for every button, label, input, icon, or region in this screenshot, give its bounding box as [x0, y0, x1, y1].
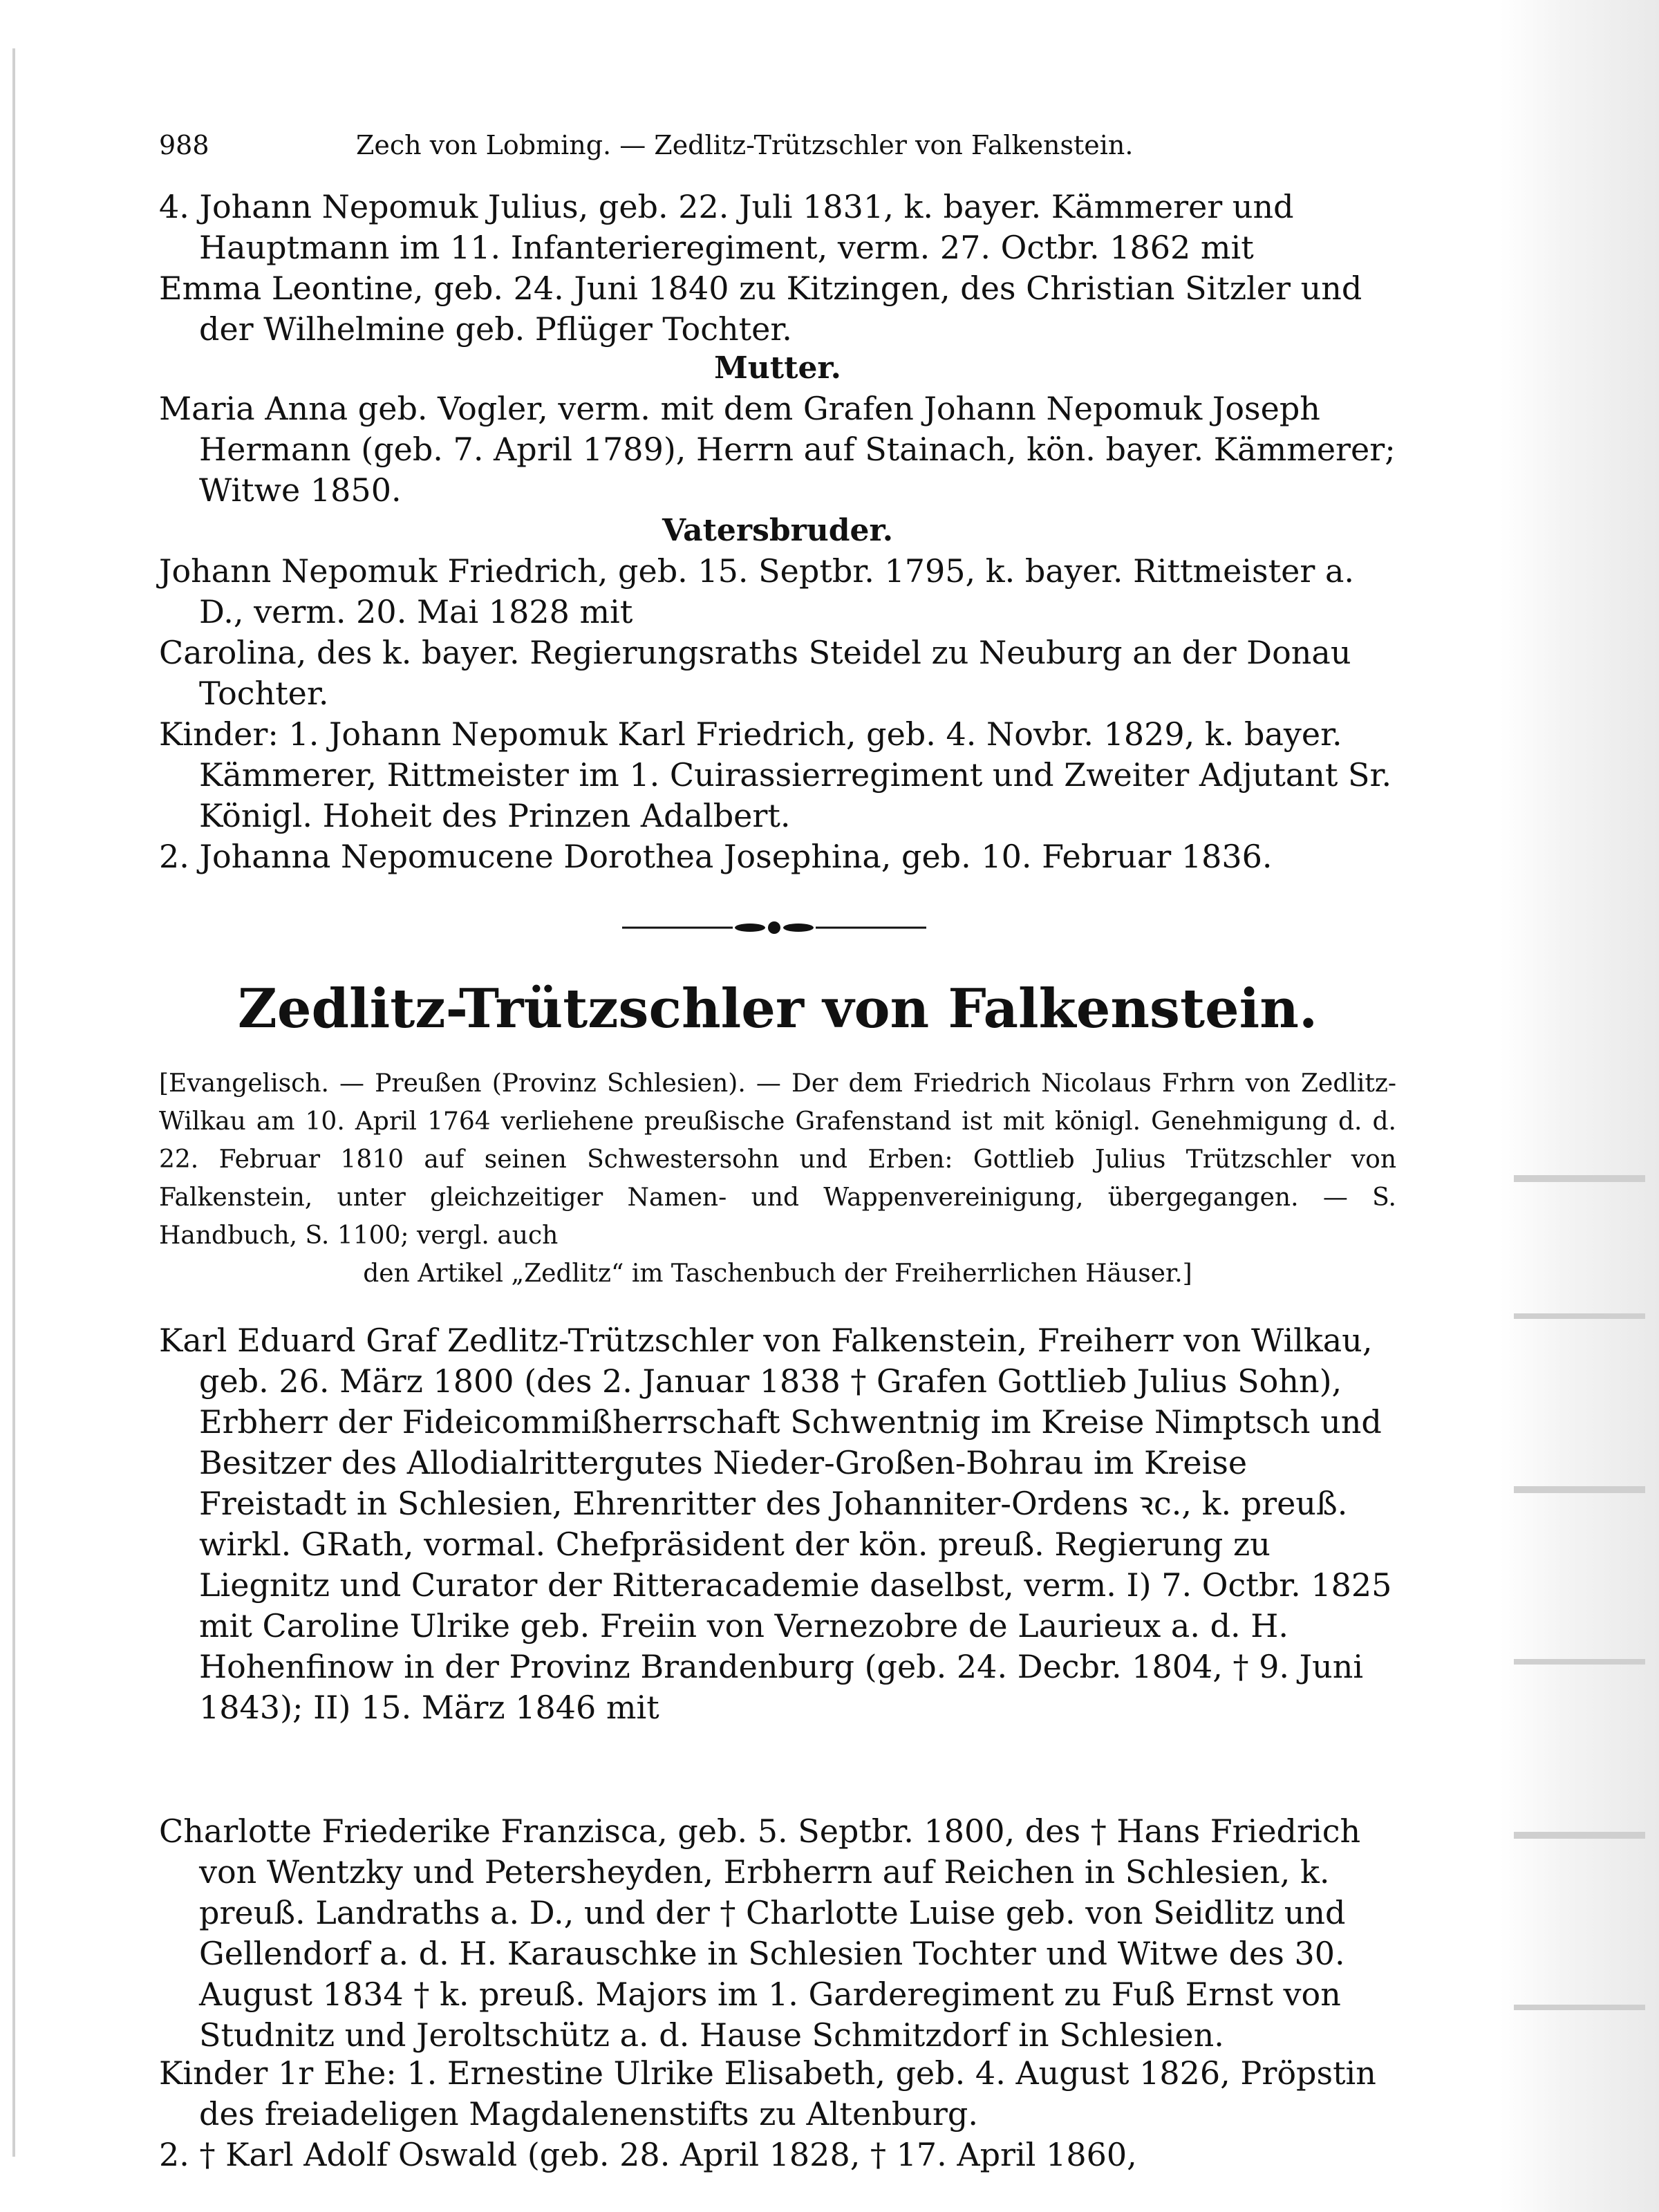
- entry-kinder-2: 2. Johanna Nepomucene Dorothea Josephina, geb. 10. Februar 1836.: [159, 838, 1273, 875]
- section-title: Zedlitz-Trützschler von Falkenstein.: [237, 977, 1318, 1040]
- entry-charlotte: Charlotte Friederike Franzisca, geb. 5. Septbr. 1800, des † Hans Friedrich von Wentzky und Petersheyden, Erbherrn auf Reichen in Schlesien, k. preuß. Landraths a. D., und der † Charlotte Luise geb. von Seidlitz und Gellendorf a. d. H. Karauschke in Schlesien Tochter und Witwe des 30. August 1834 † k. preuß. Majors im 1. Garderegiment zu Fuß Ernst von Studnitz und Jeroltschütz a. d. Hause Schmitzdorf in Schlesien.: [159, 1812, 1361, 2054]
- entry-karl-adolf: 2. † Karl Adolf Oswald (geb. 28. April 1828, † 17. April 1860,: [159, 2136, 1137, 2173]
- heading-vatersbruder: Vatersbruder.: [662, 513, 894, 548]
- entry-kinder-1: Kinder: 1. Johann Nepomuk Karl Friedrich, geb. 4. Novbr. 1829, k. bayer. Kämmerer, Rittmeister im 1. Cuirassierregiment und Zweiter Adjutant Sr. Königl. Hoheit des Prinzen Adalbert.: [159, 715, 1392, 834]
- entry-maria-anna: Maria Anna geb. Vogler, verm. mit dem Grafen Johann Nepomuk Joseph Hermann (geb. 7. April 1789), Herrn auf Stainach, kön. bayer. Kämmerer; Witwe 1850.: [159, 390, 1396, 509]
- page-number: 988: [159, 130, 209, 160]
- book-page: [159, 111, 1396, 2191]
- section-intro: [159, 1065, 1396, 1293]
- intro-last-line: den Artikel „Zedlitz“ im Taschenbuch der Freiherrlichen Häuser.]: [363, 1259, 1192, 1288]
- intro-text: [Evangelisch. — Preußen (Provinz Schlesien). — Der dem Friedrich Nicolaus Frhrn von Zedlitz-Wilkau am 10. April 1764 verliehene preußische Grafenstand ist mit königl. Genehmigung d. d. 22. Februar 1810 auf seinen Schwestersohn und Erben: Gottlieb Julius Trützschler von Falkenstein, unter gleichzeitiger Namen- und Wappenvereinigung, übergegangen. — S. Handbuch, S. 1100; vergl. auch: [159, 1069, 1396, 1250]
- ornamental-rule: [622, 919, 926, 936]
- entry-johann-julius: 4. Johann Nepomuk Julius, geb. 22. Juli 1831, k. bayer. Kämmerer und Hauptmann im 11. Infanterieregiment, verm. 27. Octbr. 1862 mit: [159, 188, 1294, 266]
- entry-karl-eduard: Karl Eduard Graf Zedlitz-Trützschler von Falkenstein, Freiherr von Wilkau, geb. 26. März 1800 (des 2. Januar 1838 † Grafen Gottlieb Julius Sohn), Erbherr der Fideicommißherrschaft Schwentnig im Kreise Nimptsch und Besitzer des Allodialrittergutes Nieder-Großen-Bohrau im Kreise Freistadt in Schlesien, Ehrenritter des Johanniter-Ordens ꝛc., k. preuß. wirkl. GRath, vormal. Chefpräsident der kön. preuß. Regierung zu Liegnitz und Curator der Ritteracademie daselbst, verm. I) 7. Octbr. 1825 mit Caroline Ulrike geb. Freiin von Vernezobre de Laurieux a. d. H. Hohenfinow in der Provinz Brandenburg (geb. 24. Decbr. 1804, † 9. Juni 1843); II) 15. März 1846 mit: [159, 1322, 1392, 1726]
- page-header: [159, 124, 1210, 166]
- entry-emma-leontine: Emma Leontine, geb. 24. Juni 1840 zu Kitzingen, des Christian Sitzler und der Wilhelmine geb. Pflüger Tochter.: [159, 270, 1362, 348]
- adjacent-page-bleed: [1500, 0, 1659, 2212]
- heading-mutter: Mutter.: [714, 350, 841, 386]
- page-left-edge: [12, 48, 15, 2157]
- entry-kinder-1r-ehe: Kinder 1r Ehe: 1. Ernestine Ulrike Elisabeth, geb. 4. August 1826, Pröpstin des freiadeligen Magdalenenstifts zu Altenburg.: [159, 2054, 1376, 2133]
- running-title: Zech von Lobming. — Zedlitz-Trützschler von Falkenstein.: [356, 130, 1134, 160]
- entry-carolina: Carolina, des k. bayer. Regierungsraths Steidel zu Neuburg an der Donau Tochter.: [159, 634, 1351, 712]
- entry-johann-friedrich: Johann Nepomuk Friedrich, geb. 15. Septbr. 1795, k. bayer. Rittmeister a. D., verm. 20. Mai 1828 mit: [159, 552, 1354, 630]
